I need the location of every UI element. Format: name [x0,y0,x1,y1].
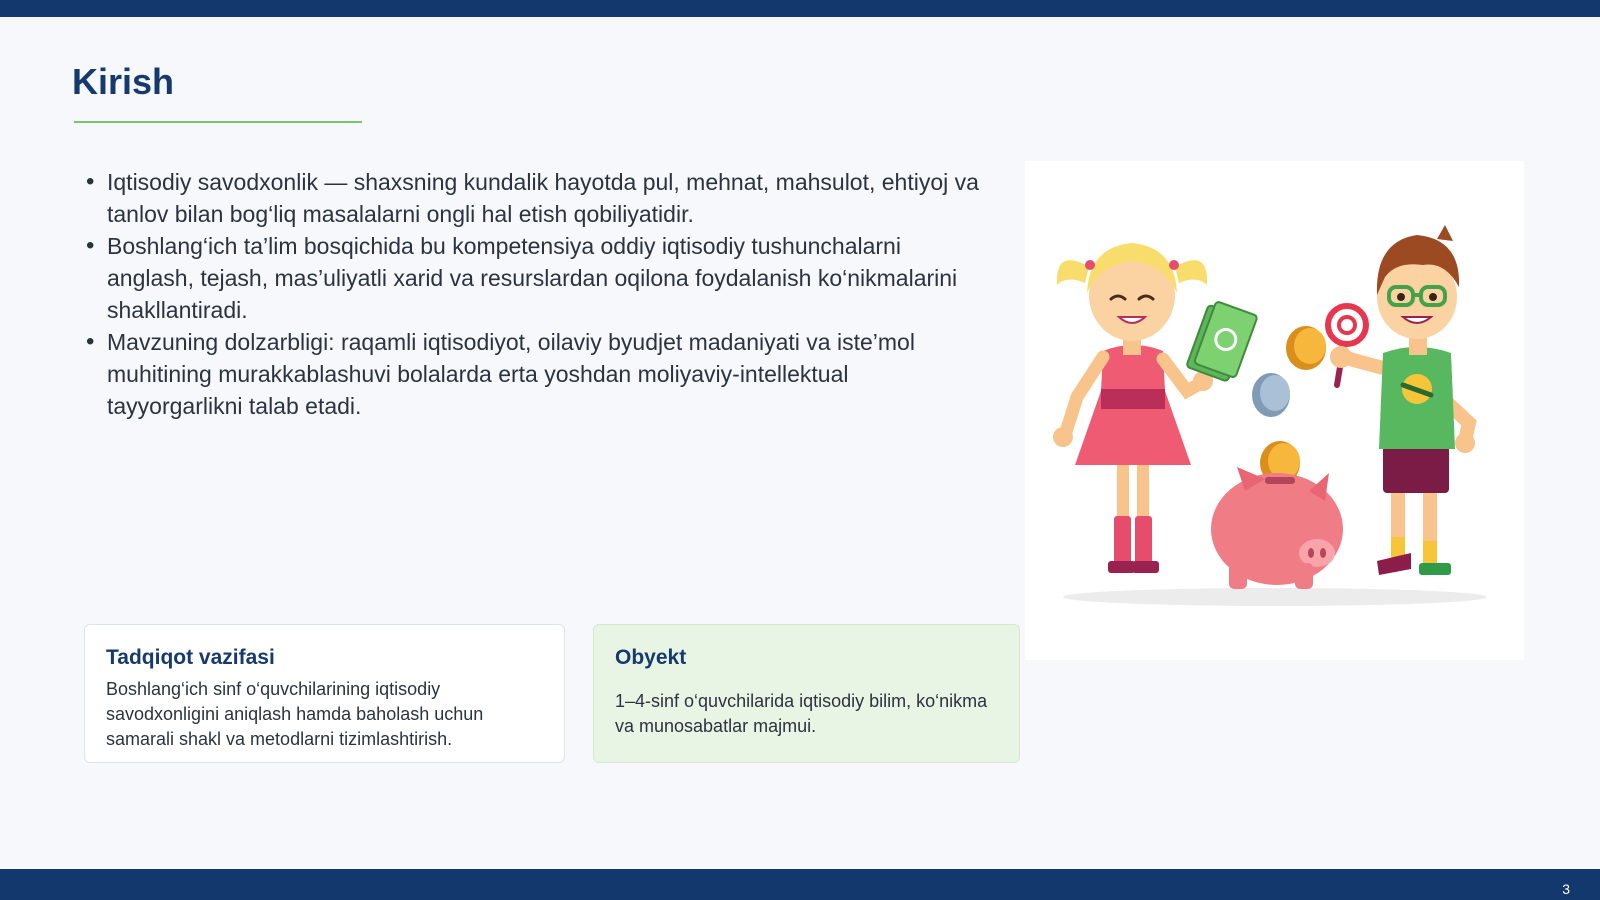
research-task-text: Boshlang‘ich sinf o‘quvchilarining iqtisodiy savodxonligini aniqlash hamda baholash uchun samarali shakl va metodlarni tizimlashtirish. [106,679,484,749]
girl-figure [1053,243,1213,573]
page-number: 3 [1562,881,1570,897]
bullet-list [86,166,986,422]
bullet-item: • Iqtisodiy savodxonlik — shaxsning kundalik hayotda pul, mehnat, mahsulot, ehtiyoj va tanlov bilan bog‘liq masalalarni ongli hal etish qobiliyatidir. [86,166,986,230]
lollipop [1328,306,1366,385]
illustration-graphic [1025,161,1524,660]
bottom-bar [0,869,1600,900]
title-underline [74,121,362,123]
kids-saving-money-illustration [1025,161,1524,660]
object-text: 1–4-sinf o‘quvchilarida iqtisodiy bilim, ko‘nikma va munosabatlar majmui. [615,691,988,736]
boy-figure [1330,225,1475,575]
page-title: Kirish [72,61,175,102]
bullet-item: • Mavzuning dolzarbligi: raqamli iqtisodiyot, oilaviy byudjet madaniyati va iste’mol muhitining murakkablashuvi bolalarda erta yoshdan moliyaviy-intellektual tayyorgarlikni talab etadi. [86,326,986,422]
research-task-title: Tadqiqot vazifasi [106,646,275,669]
top-bar [0,0,1600,17]
object-title: Obyekt [615,646,687,669]
research-task-card [84,624,565,763]
piggy-bank [1211,467,1343,589]
bullet-item: • Boshlang‘ich ta’lim bosqichida bu kompetensiya oddiy iqtisodiy tushunchalarni anglash, tejash, mas’uliyatli xarid va resurslardan oqilona foydalanish ko‘nikmalarini shakllantiradi. [86,230,986,326]
object-card [593,624,1020,763]
coins [1252,326,1326,485]
banknotes [1186,299,1258,384]
